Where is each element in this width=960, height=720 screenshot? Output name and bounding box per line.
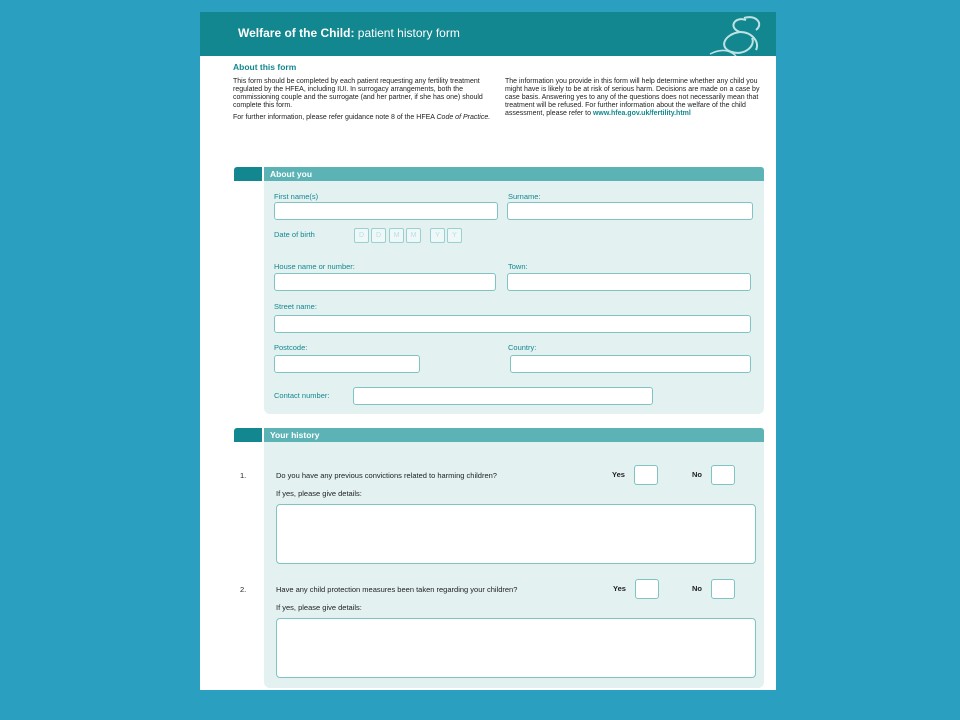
- q1-yes-checkbox[interactable]: [634, 465, 658, 485]
- question-number: 1.: [240, 471, 247, 480]
- surname-field[interactable]: [507, 202, 753, 220]
- details-label: If yes, please give details:: [276, 603, 362, 612]
- contact-field[interactable]: [353, 387, 653, 405]
- form-title: [238, 26, 460, 40]
- dob-month-box[interactable]: M: [389, 228, 404, 243]
- history-panel: [240, 442, 764, 688]
- about-you-panel: [264, 181, 764, 414]
- dob-field[interactable]: [354, 228, 474, 244]
- dob-year-box[interactable]: Y: [447, 228, 462, 243]
- code-of-practice-text: Code of Practice.: [436, 114, 491, 121]
- intro-guidance-text: For further information, please refer guidance note 8 of the HFEA: [233, 114, 437, 121]
- q2-yes-checkbox[interactable]: [635, 579, 659, 599]
- town-field[interactable]: [507, 273, 751, 291]
- hfea-link[interactable]: www.hfea.gov.uk/fertility.html: [592, 110, 691, 117]
- first-name-field[interactable]: [274, 202, 498, 220]
- question-2-text: Have any child protection measures been taken regarding your children?: [276, 585, 518, 594]
- country-label: Country:: [508, 343, 537, 352]
- intro-paragraph: This form should be completed by each patient requesting any fertility treatment regulated by the HFEA, including IUI. In surrogacy arrangements, both the commissioning couple and the surrogate (and her partner, if she has one) should complete this form.: [233, 78, 483, 109]
- q2-no-checkbox[interactable]: [711, 579, 735, 599]
- intro-paragraph: [233, 114, 491, 122]
- about-you-tab: [234, 167, 262, 181]
- street-field[interactable]: [274, 315, 751, 333]
- town-label: Town:: [508, 262, 528, 271]
- hfea-logo-icon: [706, 14, 768, 56]
- intro-right-column: [505, 78, 763, 122]
- surname-label: Surname:: [508, 192, 541, 201]
- dob-day-box[interactable]: D: [354, 228, 369, 243]
- postcode-label: Postcode:: [274, 343, 308, 352]
- question-1-text: Do you have any previous convictions related to harming children?: [276, 471, 497, 480]
- dob-day-box[interactable]: D: [371, 228, 386, 243]
- street-label: Street name:: [274, 302, 317, 311]
- history-title: Your history: [270, 430, 320, 440]
- intro-paragraph: [505, 78, 763, 118]
- contact-label: Contact number:: [274, 391, 330, 400]
- q1-no-checkbox[interactable]: [711, 465, 735, 485]
- intro-info-text: The information you provide in this form will help determine whether any child you might have is likely to be at risk of serious harm. Decisions are made on a case by case basis. Answering yes to any of the questions does not necessarily mean that treatment will be refused. For further information about the welfare of the child assessment, please refer to: [505, 78, 760, 117]
- about-form-heading: About this form: [233, 62, 297, 72]
- no-label: No: [692, 584, 702, 593]
- house-field[interactable]: [274, 273, 496, 291]
- form-title-bold: Welfare of the Child:: [238, 26, 355, 40]
- yes-label: Yes: [613, 584, 626, 593]
- q1-details-field[interactable]: [276, 504, 756, 564]
- form-page: [200, 12, 776, 690]
- form-header: [200, 12, 776, 56]
- dob-year-box[interactable]: Y: [430, 228, 445, 243]
- country-field[interactable]: [510, 355, 751, 373]
- dob-label: Date of birth: [274, 230, 315, 239]
- first-name-label: First name(s): [274, 192, 319, 201]
- yes-label: Yes: [612, 470, 625, 479]
- intro-left-column: [233, 78, 491, 126]
- house-label: House name or number:: [274, 262, 355, 271]
- no-label: No: [692, 470, 702, 479]
- history-header: [264, 428, 764, 442]
- dob-month-box[interactable]: M: [406, 228, 421, 243]
- about-you-header: [264, 167, 764, 181]
- details-label: If yes, please give details:: [276, 489, 362, 498]
- history-tab: [234, 428, 262, 442]
- postcode-field[interactable]: [274, 355, 420, 373]
- q2-details-field[interactable]: [276, 618, 756, 678]
- about-you-title: About you: [270, 169, 313, 179]
- form-title-rest: patient history form: [354, 26, 460, 40]
- question-number: 2.: [240, 585, 247, 594]
